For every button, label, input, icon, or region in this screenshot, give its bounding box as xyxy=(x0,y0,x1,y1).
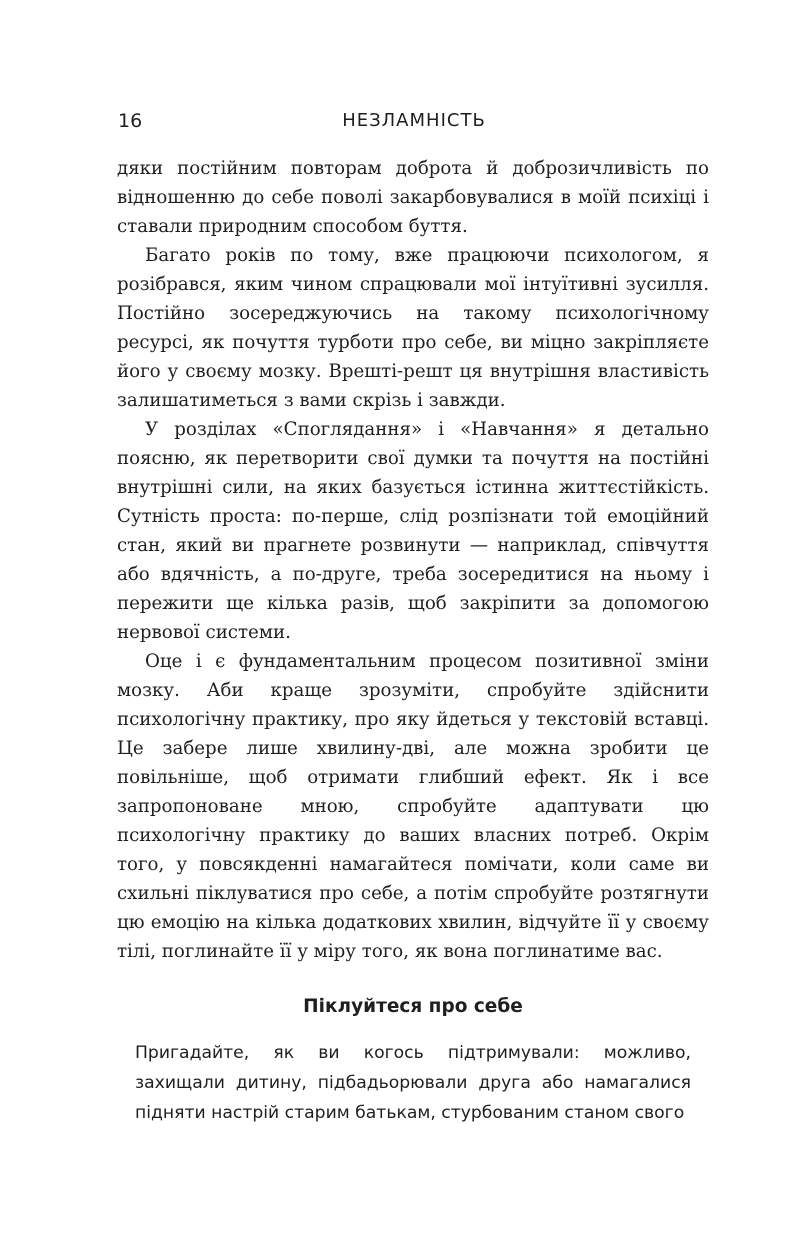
main-text xyxy=(117,154,709,966)
paragraph: У розділах «Споглядання» і «Навчання» я детально поясню, як перетворити свої думки та почуття на постійні внутрішні сили, на яких базується істинна життєстійкість. Сутність проста: по-перше, слід розпізнати той емоційний стан, який ви прагнете розвинути — наприклад, співчуття або вдячність, а по-друге, треба зосередитися на ньому і пережити ще кілька разів, щоб закріпити за допомогою нервової системи. xyxy=(117,419,709,643)
practice-box-text xyxy=(135,1038,691,1128)
page-number: 16 xyxy=(118,110,143,132)
paragraph: Оце і є фундаментальним процесом позитивної зміни мозку. Аби краще зрозуміти, спробуйте здійснити психологічну практику, про яку йдеться у текстовій вставці. Це забере лише хвилину-дві, але можна зробити це повільніше, щоб отримати глибший ефект. Як і все запропоноване мною, спробуйте адаптувати цю психологічну практику до ваших власних потреб. Окрім того, у повсякденні намагайтеся помічати, коли саме ви схильні піклуватися про себе, а потім спробуйте розтягнути цю емоцію на кілька додаткових хвилин, відчуйте її у своєму тілі, поглинайте її у міру того, як вона поглинатиме вас. xyxy=(117,651,709,962)
practice-box-title: Піклуйтеся про себе xyxy=(303,996,523,1017)
practice-paragraph: Пригадайте, як ви когось підтримували: можливо, захищали дитину, підбадьорювали друга або намагалися підняти настрій старим батькам, стурбованим станом свого xyxy=(135,1043,691,1123)
page-header xyxy=(118,110,710,138)
running-title: НЕЗЛАМНІСТЬ xyxy=(342,110,486,131)
paragraph-continuation: дяки постійним повторам доброта й доброзичливість по відношенню до себе поволі закарбовувалися в моїй психіці і ставали природним способом буття. xyxy=(117,158,709,237)
paragraph: Багато років по тому, вже працюючи психологом, я розібрався, яким чином спрацювали мої інтуїтивні зусилля. Постійно зосереджуючись на такому психологічному ресурсі, як почуття турботи про себе, ви міцно закріпляєте його у своєму мозку. Врешті-решт ця внутрішня властивість залишатиметься з вами скрізь і завжди. xyxy=(117,245,709,411)
